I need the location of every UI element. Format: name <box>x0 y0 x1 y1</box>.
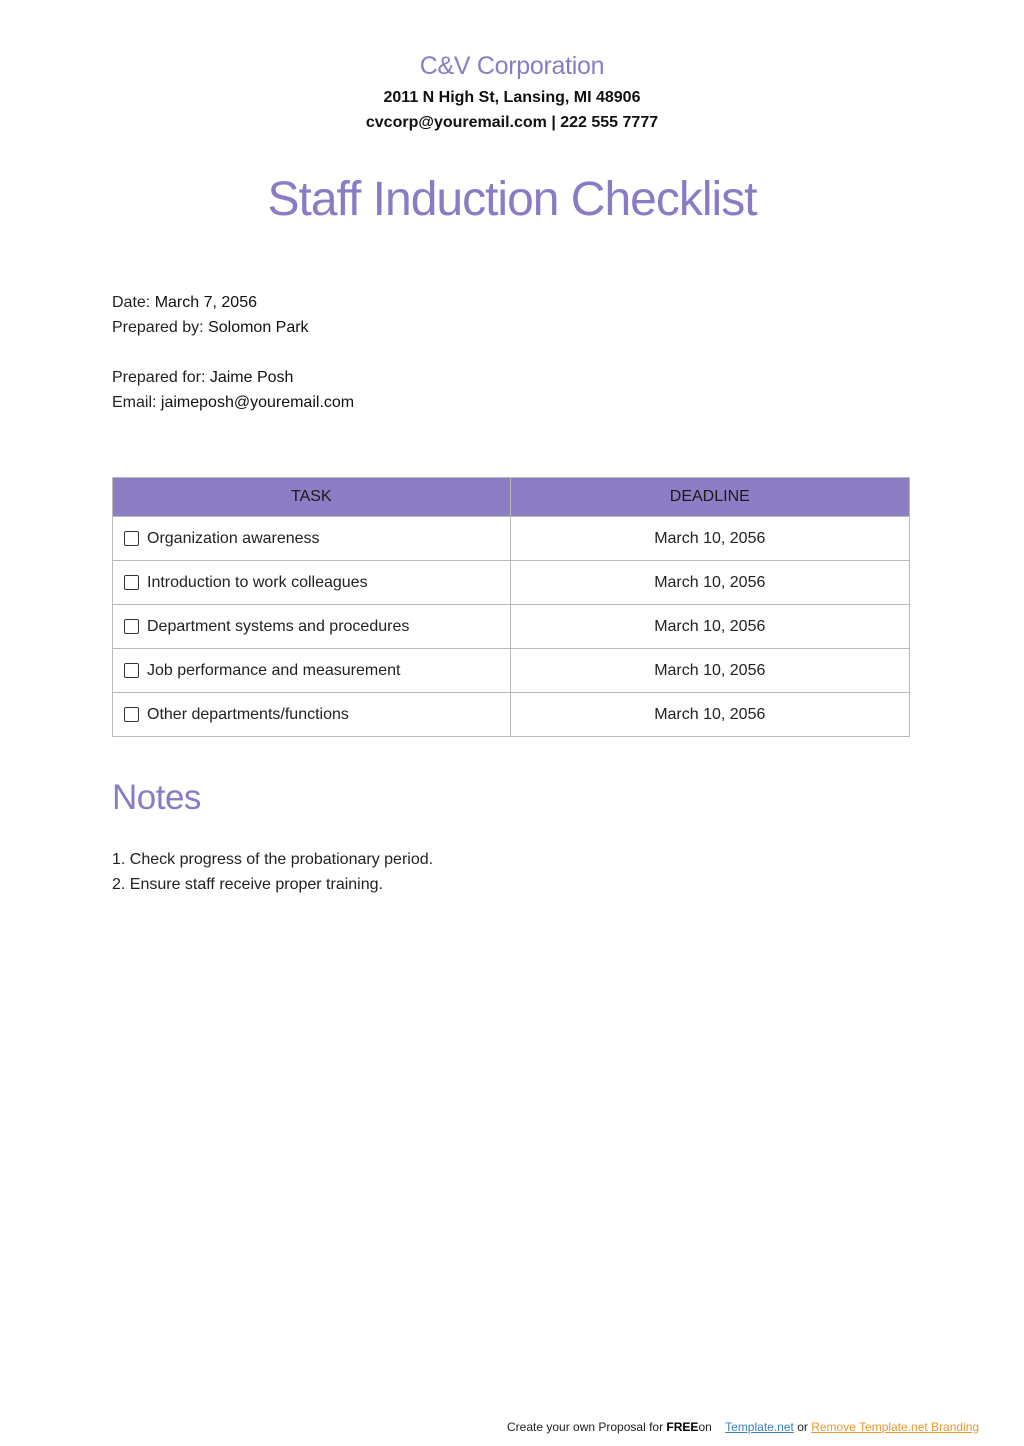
task-cell <box>113 605 511 649</box>
footer-branding <box>507 1420 979 1434</box>
deadline-cell: March 10, 2056 <box>510 561 909 605</box>
table-row <box>113 561 910 605</box>
table-row <box>113 517 910 561</box>
notes-heading: Notes <box>112 778 201 817</box>
task-label: Introduction to work colleagues <box>147 573 368 591</box>
table-header-row <box>113 478 910 517</box>
deadline-cell: March 10, 2056 <box>510 693 909 737</box>
meta-prepared-by-value: Solomon Park <box>208 319 309 336</box>
note-item: 1. Check progress of the probationary period. <box>112 851 434 868</box>
footer-text: Create your own Proposal for <box>507 1420 664 1434</box>
note-item: 2. Ensure staff receive proper training. <box>112 876 383 893</box>
meta-email-value: jaimeposh@youremail.com <box>160 394 355 411</box>
task-label: Organization awareness <box>147 529 320 547</box>
meta-date-value: March 7, 2056 <box>154 294 257 311</box>
meta-prepared-for-value: Jaime Posh <box>209 369 294 386</box>
task-cell <box>113 693 511 737</box>
footer-on: on <box>698 1420 712 1434</box>
company-name: C&V Corporation <box>419 52 605 80</box>
table-row <box>113 605 910 649</box>
task-cell <box>113 517 511 561</box>
deadline-cell: March 10, 2056 <box>510 517 909 561</box>
meta-date-label: Date: <box>112 294 151 311</box>
meta-prepared-by-label: Prepared by: <box>112 319 204 336</box>
task-label: Other departments/functions <box>147 705 349 723</box>
checklist-table <box>112 477 910 737</box>
deadline-cell: March 10, 2056 <box>510 605 909 649</box>
table-row <box>113 693 910 737</box>
task-checkbox[interactable] <box>124 531 139 546</box>
task-label: Department systems and procedures <box>147 617 410 635</box>
footer-free: FREE <box>666 1420 699 1434</box>
meta-date <box>112 294 257 312</box>
task-checkbox[interactable] <box>124 663 139 678</box>
task-cell <box>113 649 511 693</box>
meta-email-label: Email: <box>112 394 157 411</box>
meta-prepared-by <box>112 319 309 337</box>
remove-branding-link[interactable]: Remove Template.net Branding <box>811 1420 980 1434</box>
task-checkbox[interactable] <box>124 707 139 722</box>
task-checkbox[interactable] <box>124 619 139 634</box>
template-net-link[interactable]: Template.net <box>725 1420 794 1434</box>
task-checkbox[interactable] <box>124 575 139 590</box>
task-cell <box>113 561 511 605</box>
company-contact: cvcorp@youremail.com | 222 555 7777 <box>365 114 659 131</box>
footer-or: or <box>797 1420 808 1434</box>
meta-prepared-for-label: Prepared for: <box>112 369 206 386</box>
column-header-deadline: DEADLINE <box>510 478 909 517</box>
meta-prepared-for <box>112 369 293 387</box>
column-header-task: TASK <box>113 478 511 517</box>
deadline-cell: March 10, 2056 <box>510 649 909 693</box>
task-label: Job performance and measurement <box>147 661 401 679</box>
table-row <box>113 649 910 693</box>
company-address: 2011 N High St, Lansing, MI 48906 <box>383 89 641 106</box>
meta-email <box>112 394 354 412</box>
document-title: Staff Induction Checklist <box>267 173 757 226</box>
